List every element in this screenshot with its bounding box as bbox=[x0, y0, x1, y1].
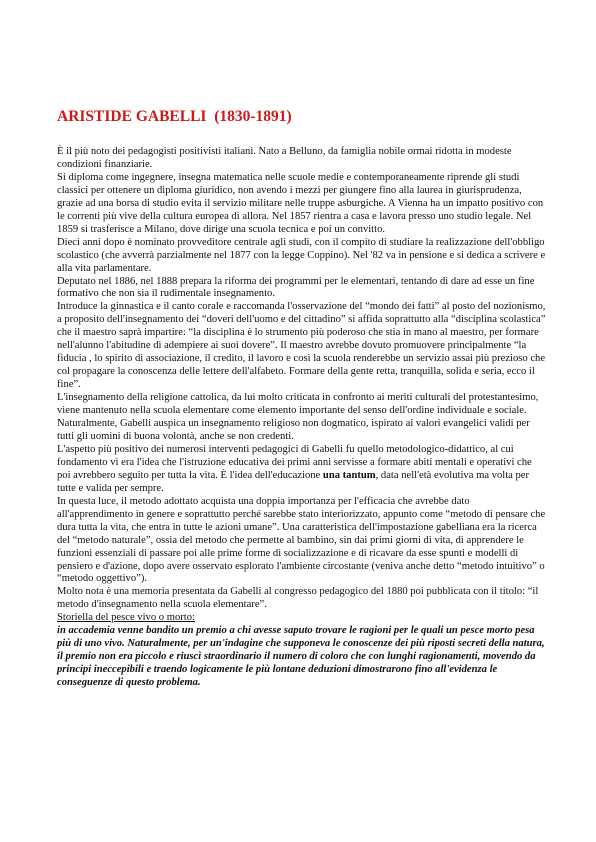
paragraph: L'insegnamento della religione cattolica, da lui molto criticata in confronto ai meriti culturali del protestantesimo, viene mantenuto nella scuola elementare come elemento importante del senso dell'ordine individuale e sociale. Naturalmente, Gabelli auspica un insegnamento religioso non dogmatico, ispirato ai valori evangelici validi per tutti gli uomini di buona volontà, anche se non credenti. bbox=[57, 392, 539, 442]
paragraph: È il più noto dei pedagogisti positivisti italiani. Nato a Belluno, da famiglia nobile ormai ridotta in modeste condizioni finanziarie. bbox=[57, 146, 512, 170]
paragraph: Deputato nel 1886, nel 1888 prepara la riforma dei programmi per le elementari, tentando di dare ad esse un fine formativo che non sia il rudimentale insegnamento. bbox=[57, 275, 535, 300]
paragraph-text: , data nell'età evolutiva ma volta per tutte e valida per sempre. bbox=[57, 469, 530, 494]
page-title: ARISTIDE GABELLI (1830-1891) bbox=[57, 108, 292, 125]
section-subheading: Storiella del pesce vivo o morto: bbox=[57, 612, 195, 624]
closing-story: in accademia venne bandito un premio a chi avesse saputo trovare le ragioni per le quali un pesce morto pesa più di uno vivo. Naturalmente, per un'indagine che supponeva le conoscenze dei più riposti secreti della natura, il premio non era piccolo e riuscì straordinario il numero di coloro che con lunghi ragionamenti, movendo da principi ineccepibili e traendo logicamente le più lontane deduzioni dimostrarono fino all'evidenza le conseguenze di questo problema. bbox=[57, 625, 545, 689]
paragraph: Si diploma come ingegnere, insegna matematica nelle scuole medie e contemporaneamente riprende gli studi classici per ottenere un diploma giuridico, non avendo i mezzi per giungere fino alla laurea in giurisprudenza, grazie ad una borsa di studio evita il servizio militare nelle truppe asburgiche. A Vienna ha un impatto positivo con le correnti più vive della cultura europea di allora. Nel 1857 rientra a casa e lavora presso uno studio legale. Nel 1859 si trasferisce a Milano, dove dirige una scuola tecnica e poi un convitto. bbox=[57, 171, 544, 235]
paragraph: Introduce la ginnastica e il canto corale e raccomanda l'osservazione del “mondo dei fatti” al posto del nozionismo, a proposito dell'insegnamento dei “doveri dell'uomo e del cittadino” si affida soprattutto alla “disciplina scolastica” che il maestro saprà impartire: “la disciplina è lo strumento più poderoso che stia in mano al maestro, per formare nell'alunno l'abitudine di adempiere ai suoi dovere”. Il maestro avrebbe dovuto promuovere principalmente “la fiducia , lo spirito di associazione, il credito, il lavoro e così la scuola renderebbe un servizio assai più prezioso che col propagare la conoscenza delle lettere dell'alfabeto. Formare della gente retta, tranquilla, solida e seria, ecco il fine”. bbox=[57, 301, 546, 391]
body-text bbox=[57, 146, 547, 690]
paragraph-text: L'aspetto più positivo dei numerosi interventi pedagogici di Gabelli fu quello metodologico-didattico, al cui fondamento vi era l'idea che l'istruzione educativa dei primi anni servisse a formare abiti mentali e operativi che poi avrebbero seguito per tutta la vita. È l'idea dell'educazione bbox=[57, 443, 532, 481]
paragraph: Molto nota è una memoria presentata da Gabelli al congresso pedagogico del 1880 poi pubblicata con il titolo: “il metodo d'insegnamento nella scuola elementare”. bbox=[57, 586, 539, 611]
paragraph: Dieci anni dopo è nominato provveditore centrale agli studi, con il compito di studiare la realizzazione dell'obbligo scolastico (che avverrà parzialmente nel 1877 con la legge Coppino). Nel '82 va in pensione e si dedica a scrivere e alla vita parlamentare. bbox=[57, 236, 546, 274]
paragraph bbox=[57, 444, 547, 496]
paragraph: In questa luce, il metodo adottato acquista una doppia importanza per l'efficacia che avrebbe dato all'apprendimento in genere e soprattutto perché sarebbe stato interiorizzato, appunto come “metodo di pensare che dura tutta la vita, che entra in tutte le azioni umane”. Una caratteristica dell'impostazione gabelliana era la ricerca del “metodo naturale”, ossia del metodo che permette al bambino, sin dai primi giorni di vita, di apprendere le funzioni essenziali di passare poi alle prime forme di socializzazione e di ricavare da esse spunti e modelli di pensiero e d'azione, dopo avere osservato esplorato l'ambiente circostante (veniva anche detto “metodo intuitivo” o “metodo oggettivo”). bbox=[57, 495, 546, 585]
bold-emphasis: una tantum bbox=[322, 469, 376, 481]
